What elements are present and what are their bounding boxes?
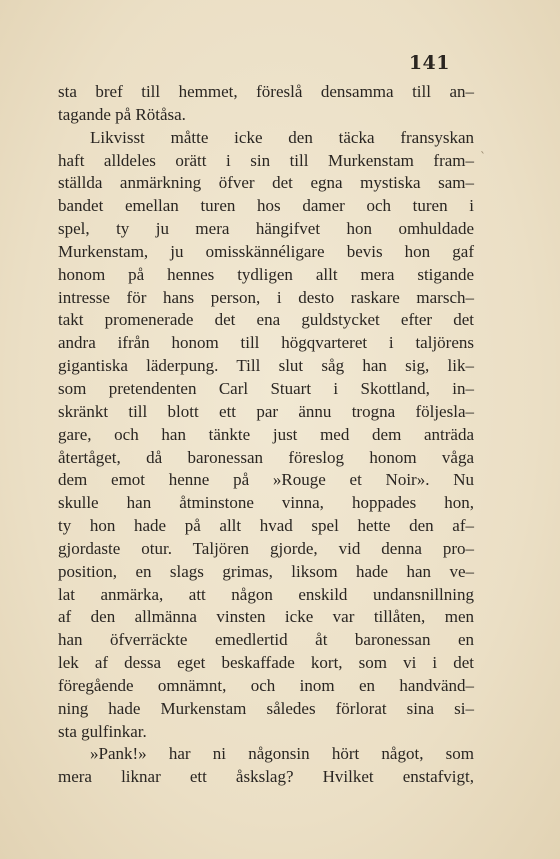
- margin-speck: ˋ: [480, 150, 486, 164]
- text-line: skulle han åtminstone vinna, hoppades hon,: [58, 493, 474, 513]
- text-line: spel, ty ju mera hängifvet hon omhuldade: [58, 219, 474, 239]
- text-line: Murkenstam, ju omisskännéligare bevis hon gaf: [58, 241, 474, 261]
- text-line: dem emot henne på »Rouge et Noir». Nu: [58, 470, 474, 490]
- text-line: ställda anmärkning öfver det egna mystiska sam–: [58, 173, 474, 193]
- text-line: skränkt till blott ett par ännu trogna följesla–: [58, 401, 474, 421]
- text-line: sta bref till hemmet, föreslå densamma till an–: [58, 82, 474, 101]
- text-line: gare, och han tänkte just med dem anträda: [58, 424, 474, 444]
- text-line: gjordaste otur. Taljören gjorde, vid denna pro–: [58, 538, 474, 558]
- text-line: ning hade Murkenstam således förlorat sina si–: [58, 698, 474, 718]
- text-line: intresse för hans person, i desto raskare marsch–: [58, 287, 474, 307]
- text-line: mera liknar ett åskslag? Hvilket enstafvigt,: [58, 767, 474, 787]
- text-line: föregående omnämnt, och inom en handvänd–: [58, 675, 474, 695]
- text-line: bandet emellan turen hos damer och turen i: [58, 196, 474, 216]
- text-line: lek af dessa eget beskaffade kort, som vi i det: [58, 653, 474, 673]
- page-number: 141: [408, 52, 450, 74]
- text-line: ty hon hade på allt hvad spel hette den af–: [58, 516, 474, 536]
- text-line: han öfverräckte emedlertid åt baronessan en: [58, 630, 474, 650]
- body-text: [58, 81, 474, 789]
- text-line: honom på hennes tydligen allt mera stigande: [58, 264, 474, 284]
- text-line: position, en slags grimas, liksom hade han ve–: [58, 561, 474, 581]
- text-line: tagande på Rötåsa.: [58, 104, 186, 124]
- text-line: af den allmänna vinsten icke var tillåten, men: [58, 607, 474, 627]
- text-line: återtåget, då baronessan föreslog honom våga: [58, 447, 474, 467]
- text-line: Likvisst måtte icke den täcka fransyskan: [90, 127, 474, 147]
- text-line: lat anmärka, att någon enskild undansnillning: [58, 584, 474, 604]
- text-line: andra ifrån honom till högqvarteret i taljörens: [58, 333, 474, 353]
- text-line: haft alldeles orätt i sin till Murkenstam fram–: [58, 150, 474, 170]
- text-line: som pretendenten Carl Stuart i Skottland, in–: [58, 378, 474, 398]
- text-line: »Pank!» har ni någonsin hört något, som: [90, 744, 474, 764]
- text-line: sta gulfinkar.: [58, 721, 147, 741]
- text-line: takt promenerade det ena guldstycket efter det: [58, 310, 474, 330]
- text-line: gigantiska läderpung. Till slut såg han sig, lik–: [58, 356, 474, 376]
